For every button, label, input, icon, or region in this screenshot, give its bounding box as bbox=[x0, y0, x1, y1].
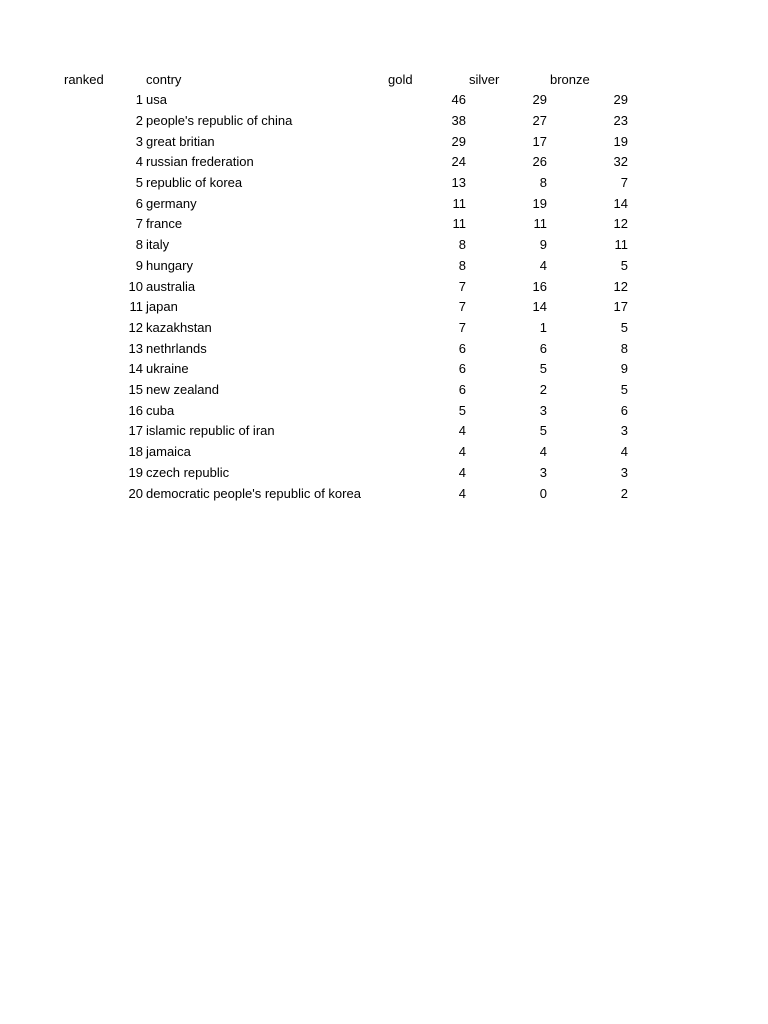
table-row bbox=[0, 318, 768, 339]
header-ranked: ranked bbox=[64, 71, 104, 87]
table-row bbox=[0, 90, 768, 111]
table-row bbox=[0, 442, 768, 463]
table-row bbox=[0, 152, 768, 173]
gold-cell: 7 bbox=[458, 319, 466, 335]
rank-cell: 2 bbox=[135, 112, 143, 128]
rank-cell: 12 bbox=[128, 319, 143, 335]
gold-cell: 6 bbox=[458, 361, 466, 377]
country-cell: islamic republic of iran bbox=[146, 423, 275, 439]
country-cell: democratic people's republic of korea bbox=[146, 485, 361, 501]
header-country: contry bbox=[146, 71, 182, 87]
silver-cell: 3 bbox=[539, 464, 547, 480]
table-row bbox=[0, 484, 768, 505]
country-cell: france bbox=[146, 216, 183, 232]
table-row bbox=[0, 463, 768, 484]
country-cell: australia bbox=[146, 278, 196, 294]
gold-cell: 24 bbox=[451, 154, 466, 170]
silver-cell: 2 bbox=[539, 382, 547, 397]
gold-cell: 11 bbox=[452, 195, 466, 211]
bronze-cell: 3 bbox=[620, 423, 628, 439]
gold-cell: 46 bbox=[451, 92, 466, 108]
rank-cell: 11 bbox=[129, 299, 143, 315]
bronze-cell: 23 bbox=[613, 112, 628, 128]
gold-cell: 6 bbox=[458, 382, 466, 397]
rank-cell: 15 bbox=[128, 382, 143, 397]
table-row bbox=[0, 380, 768, 401]
country-cell: czech republic bbox=[146, 464, 230, 480]
bronze-cell: 32 bbox=[613, 154, 628, 170]
country-cell: japan bbox=[146, 299, 178, 315]
rank-cell: 17 bbox=[128, 423, 143, 439]
gold-cell: 5 bbox=[458, 402, 466, 418]
country-cell: nethrlands bbox=[146, 340, 207, 356]
table-row bbox=[0, 401, 768, 422]
header-gold: gold bbox=[388, 71, 413, 87]
gold-cell: 4 bbox=[458, 444, 466, 460]
rank-cell: 7 bbox=[135, 216, 143, 232]
table-row bbox=[0, 111, 768, 132]
country-cell: new zealand bbox=[146, 382, 219, 397]
bronze-cell: 17 bbox=[613, 299, 628, 315]
gold-cell: 7 bbox=[458, 278, 466, 294]
bronze-cell: 9 bbox=[620, 361, 628, 377]
gold-cell: 7 bbox=[458, 299, 466, 315]
bronze-cell: 12 bbox=[613, 216, 628, 232]
gold-cell: 29 bbox=[451, 133, 466, 149]
gold-cell: 4 bbox=[458, 485, 466, 501]
country-cell: kazakhstan bbox=[146, 319, 212, 335]
rank-cell: 20 bbox=[128, 485, 143, 501]
table-row bbox=[0, 421, 768, 442]
rank-cell: 19 bbox=[128, 464, 143, 480]
rank-cell: 6 bbox=[135, 195, 143, 211]
gold-cell: 38 bbox=[451, 112, 466, 128]
rank-cell: 14 bbox=[128, 361, 143, 377]
bronze-cell: 4 bbox=[620, 444, 628, 460]
country-cell: usa bbox=[146, 92, 167, 108]
gold-cell: 11 bbox=[452, 216, 466, 232]
table-row bbox=[0, 214, 768, 235]
silver-cell: 6 bbox=[539, 340, 547, 356]
silver-cell: 27 bbox=[532, 112, 547, 128]
silver-cell: 0 bbox=[539, 485, 547, 501]
gold-cell: 8 bbox=[458, 237, 466, 253]
bronze-cell: 5 bbox=[620, 257, 628, 273]
gold-cell: 4 bbox=[458, 464, 466, 480]
rank-cell: 5 bbox=[135, 175, 143, 190]
silver-cell: 1 bbox=[539, 319, 547, 335]
country-cell: hungary bbox=[146, 257, 193, 273]
country-cell: people's republic of china bbox=[146, 112, 293, 128]
silver-cell: 16 bbox=[532, 278, 547, 294]
silver-cell: 3 bbox=[539, 402, 547, 418]
bronze-cell: 6 bbox=[620, 402, 628, 418]
rank-cell: 3 bbox=[135, 133, 143, 149]
country-cell: republic of korea bbox=[146, 175, 243, 190]
bronze-cell: 14 bbox=[613, 195, 628, 211]
silver-cell: 9 bbox=[539, 237, 547, 253]
table-row bbox=[0, 132, 768, 153]
silver-cell: 14 bbox=[532, 299, 547, 315]
silver-cell: 5 bbox=[539, 423, 547, 439]
rank-cell: 4 bbox=[135, 154, 143, 170]
bronze-cell: 5 bbox=[620, 319, 628, 335]
gold-cell: 6 bbox=[458, 340, 466, 356]
rank-cell: 18 bbox=[128, 444, 143, 460]
bronze-cell: 8 bbox=[620, 340, 628, 356]
country-cell: italy bbox=[146, 237, 170, 253]
table-row bbox=[0, 359, 768, 380]
country-cell: great britian bbox=[146, 133, 215, 149]
table-row bbox=[0, 256, 768, 277]
bronze-cell: 2 bbox=[620, 485, 628, 501]
silver-cell: 29 bbox=[532, 92, 547, 108]
gold-cell: 8 bbox=[458, 257, 466, 273]
country-cell: ukraine bbox=[146, 361, 189, 377]
silver-cell: 4 bbox=[539, 444, 547, 460]
bronze-cell: 12 bbox=[613, 278, 628, 294]
bronze-cell: 3 bbox=[620, 464, 628, 480]
table-row bbox=[0, 277, 768, 298]
silver-cell: 11 bbox=[533, 216, 547, 232]
table-row bbox=[0, 194, 768, 215]
header-silver: silver bbox=[469, 71, 500, 87]
table-row bbox=[0, 235, 768, 256]
silver-cell: 8 bbox=[539, 175, 547, 190]
country-cell: germany bbox=[146, 195, 197, 211]
gold-cell: 13 bbox=[451, 175, 466, 190]
header-bronze: bronze bbox=[550, 71, 590, 87]
bronze-cell: 5 bbox=[620, 382, 628, 397]
silver-cell: 17 bbox=[532, 133, 547, 149]
bronze-cell: 7 bbox=[620, 175, 628, 190]
rank-cell: 9 bbox=[135, 257, 143, 273]
silver-cell: 19 bbox=[532, 195, 547, 211]
bronze-cell: 29 bbox=[613, 92, 628, 108]
silver-cell: 5 bbox=[539, 361, 547, 377]
bronze-cell: 11 bbox=[614, 237, 628, 253]
bronze-cell: 19 bbox=[613, 133, 628, 149]
table-row bbox=[0, 173, 768, 194]
country-cell: cuba bbox=[146, 402, 175, 418]
rank-cell: 1 bbox=[135, 92, 143, 108]
table-row bbox=[0, 297, 768, 318]
header-row bbox=[0, 70, 768, 91]
gold-cell: 4 bbox=[458, 423, 466, 439]
rank-cell: 10 bbox=[128, 278, 143, 294]
country-cell: jamaica bbox=[146, 444, 191, 460]
silver-cell: 26 bbox=[532, 154, 547, 170]
rank-cell: 8 bbox=[135, 237, 143, 253]
rank-cell: 16 bbox=[128, 402, 143, 418]
country-cell: russian frederation bbox=[146, 154, 254, 170]
table-row bbox=[0, 339, 768, 360]
silver-cell: 4 bbox=[539, 257, 547, 273]
rank-cell: 13 bbox=[128, 340, 143, 356]
